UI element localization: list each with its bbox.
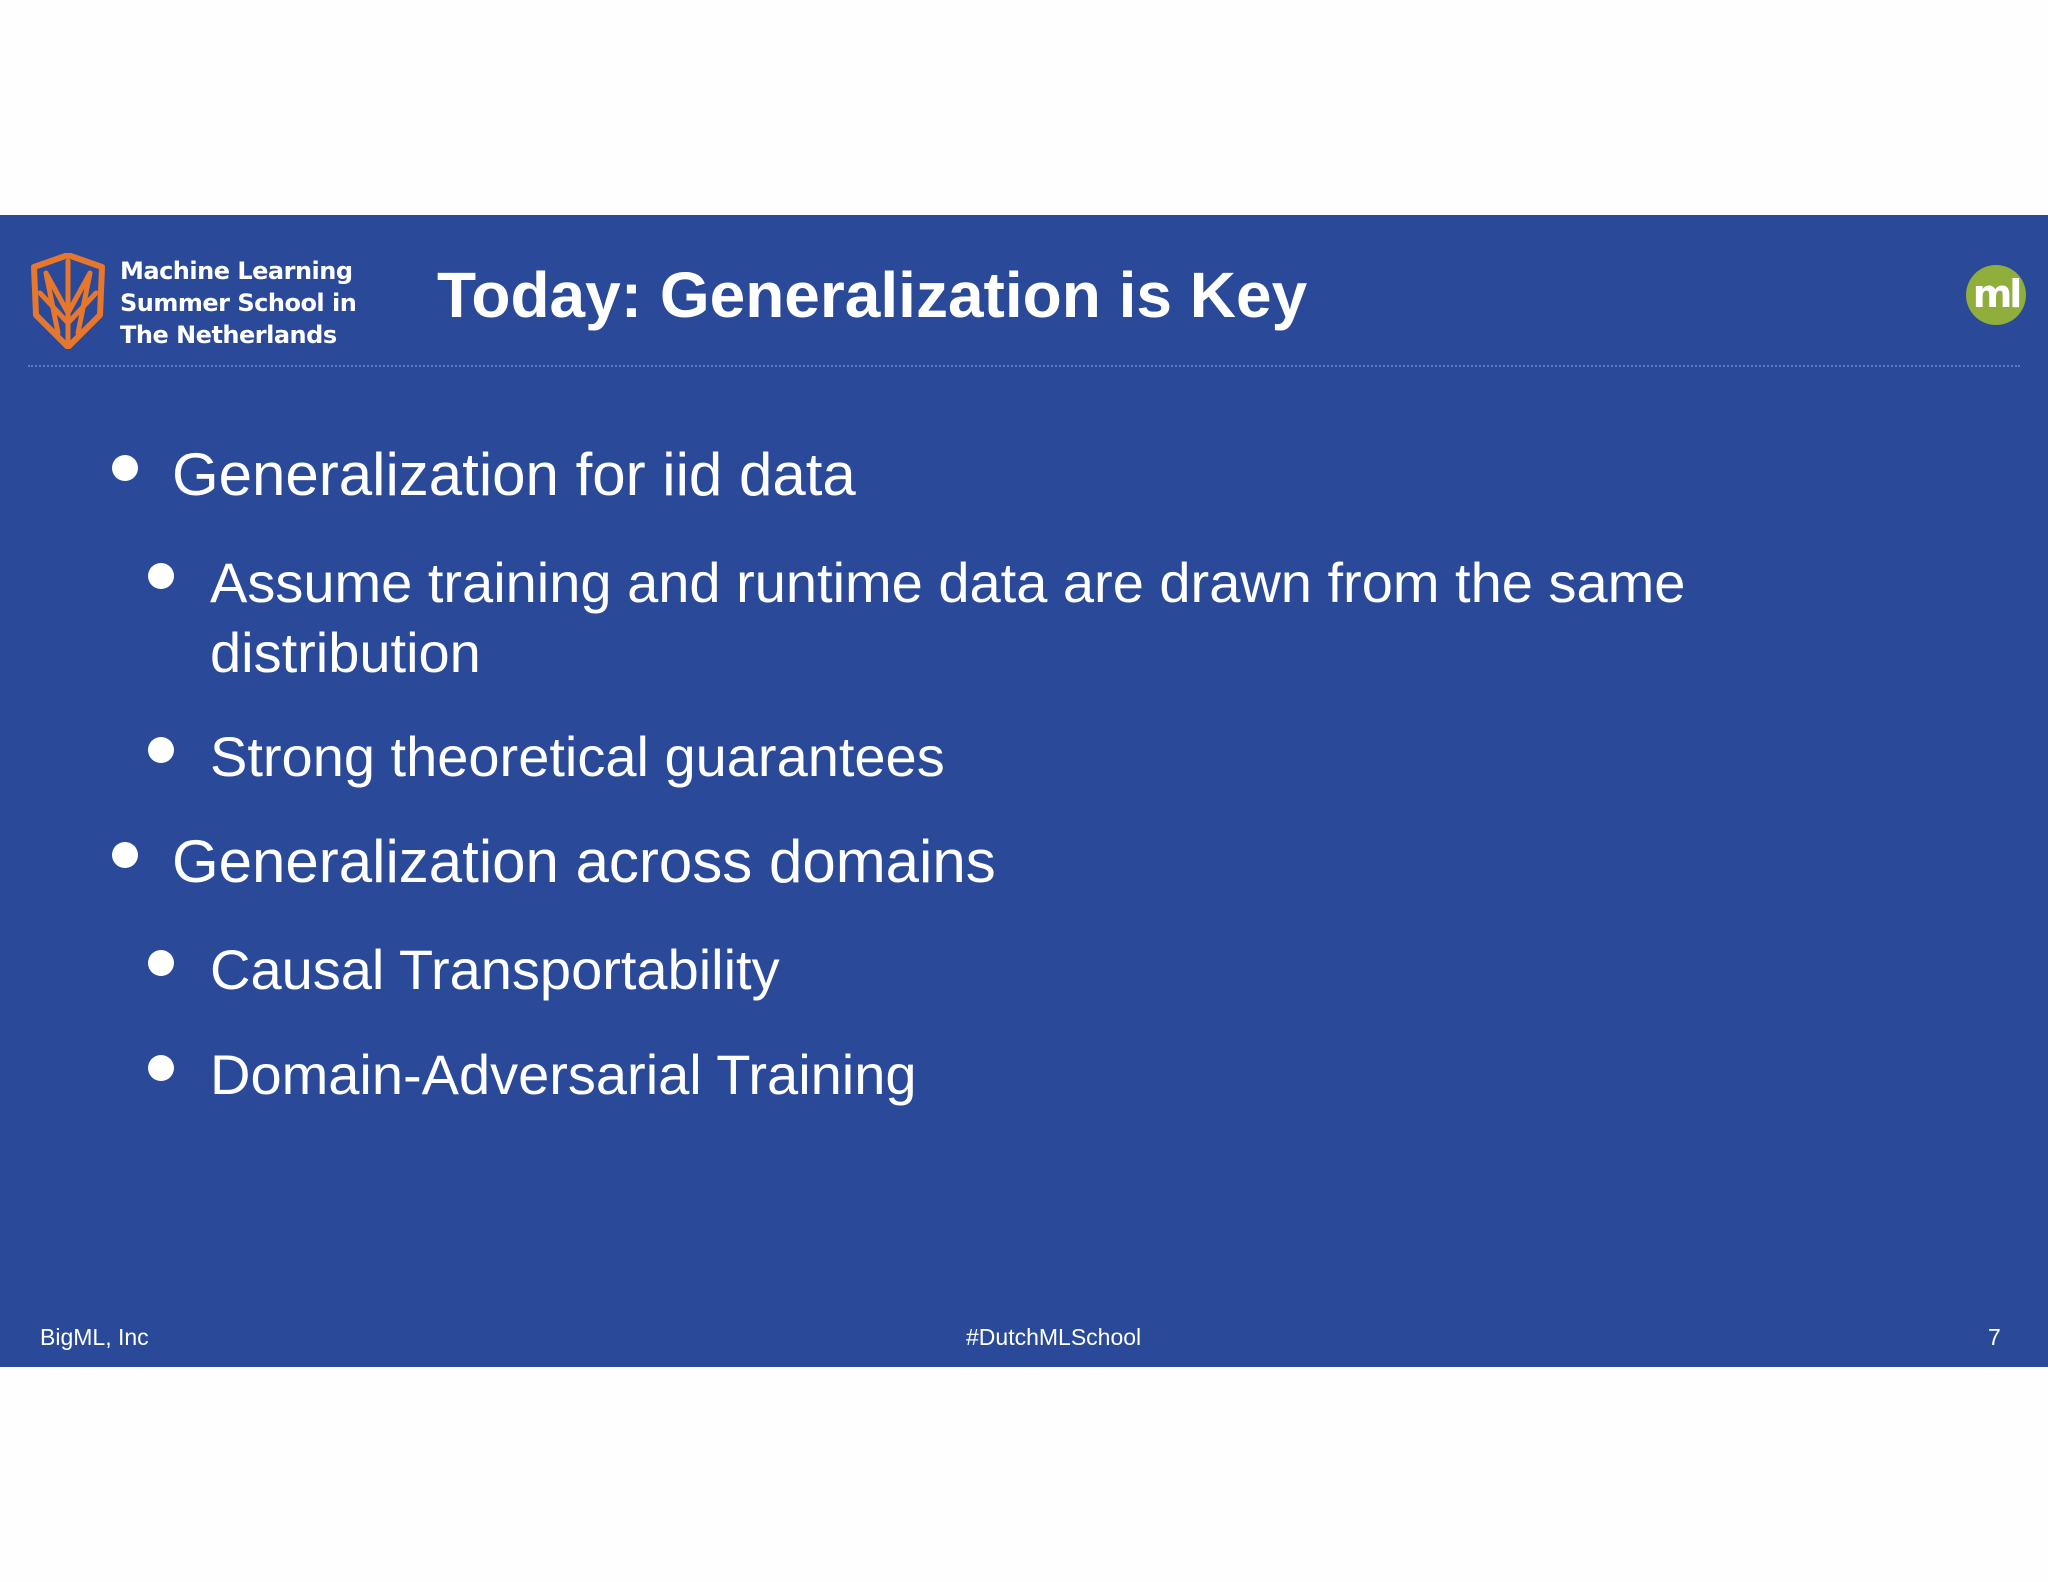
bullet-text: Generalization for iid data [172, 441, 856, 508]
bullet-item-level2 [210, 935, 780, 1005]
bullet-text: Generalization across domains [172, 828, 996, 895]
school-logo [28, 253, 357, 353]
slide-title: Today: Generalization is Key [437, 259, 1308, 331]
bullet-text: Causal Transportability [210, 938, 780, 1001]
bullet-item-level2 [210, 1040, 917, 1110]
logo-line: Machine Learning [120, 257, 353, 285]
bullet-item-level1 [172, 440, 856, 510]
logo-line: The Netherlands [120, 321, 337, 349]
bullet-text: Domain-Adversarial Training [210, 1043, 917, 1106]
footer-hashtag: #DutchMLSchool [966, 1324, 1142, 1350]
orange-shield-logo-icon [28, 253, 108, 349]
header-divider [28, 365, 2020, 367]
bullet-text: distribution [210, 621, 481, 684]
bullet-item-continuation [210, 618, 481, 688]
bullet-dot [148, 950, 174, 976]
bullet-dot [148, 563, 174, 589]
bullet-dot [112, 842, 138, 868]
logo-line: Summer School in [120, 289, 357, 317]
footer-company: BigML, Inc [40, 1324, 149, 1350]
bullet-item-level2 [210, 722, 945, 792]
bullet-dot [148, 737, 174, 763]
slide [0, 215, 2048, 1367]
bullet-item-level1 [172, 827, 996, 897]
bullet-dot [112, 455, 138, 481]
bullet-item-level2 [210, 548, 1685, 618]
bullet-dot [148, 1055, 174, 1081]
logo-wordmark [120, 255, 356, 351]
bullet-text: Assume training and runtime data are drawn from the same [210, 551, 1686, 614]
page-number: 7 [1988, 1324, 2001, 1350]
bullet-text: Strong theoretical guarantees [210, 725, 945, 788]
ml-logo-badge: ml [1966, 265, 2026, 325]
